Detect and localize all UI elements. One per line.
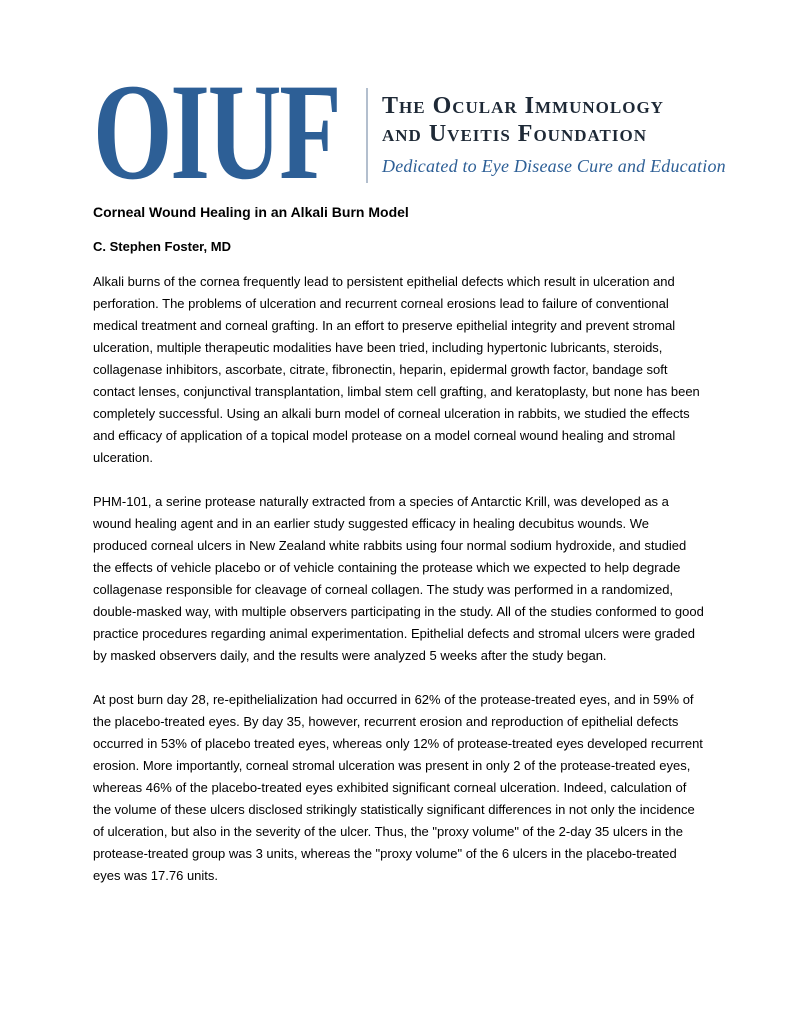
article xyxy=(93,204,705,909)
logo-name-block xyxy=(382,92,726,178)
paragraph-methods: PHM-101, a serine protease naturally extracted from a species of Antarctic Krill, was developed as a wound healing agent and in an earlier study suggested efficacy in healing decubitus wounds. We produced corneal ulcers in New Zealand white rabbits using four normal sodium hydroxide, and studied the effects of vehicle placebo or of vehicle containing the protease which we expected to help degrade collagenase responsible for cleavage of corneal collagen. The study was performed in a randomized, double-masked way, with multiple observers participating in the study. All of the studies conformed to good practice procedures regarding animal experimentation. Epithelial defects and stromal ulcers were graded by masked observers daily, and the results were analyzed 5 weeks after the study began. xyxy=(93,494,704,663)
logo-divider xyxy=(366,88,368,183)
paragraph-abstract-intro: Alkali burns of the cornea frequently lead to persistent epithelial defects which result in ulceration and perforation. The problems of ulceration and recurrent corneal erosions lead to failure of conventional medical treatment and corneal grafting. In an effort to preserve epithelial integrity and prevent stromal ulceration, multiple therapeutic modalities have been tried, including hypertonic lubricants, steroids, collagenase inhibitors, ascorbate, citrate, fibronectin, heparin, epidermal growth factor, bandage soft contact lenses, conjunctival transplantation, limbal stem cell grafting, and keratoplasty, but none has been completely successful. Using an alkali burn model of corneal ulceration in rabbits, we studied the effects and efficacy of application of a topical model protease on a model corneal wound healing and stromal ulceration. xyxy=(93,274,700,465)
logo-tagline: Dedicated to Eye Disease Cure and Education xyxy=(382,156,726,176)
paragraph-results: At post burn day 28, re-epithelialization had occurred in 62% of the protease-treated eyes, and in 59% of the placebo-treated eyes. By day 35, however, recurrent erosion and reproduction of epithelial defects occurred in 53% of placebo treated eyes, whereas only 12% of protease-treated eyes developed recurrent erosion. More importantly, corneal stromal ulceration was present in only 2 of the protease-treated eyes, whereas 46% of the placebo-treated eyes exhibited significant corneal ulceration. Indeed, calculation of the volume of these ulcers disclosed strikingly statistically significant differences in not only the incidence of ulceration, but also in the severity of the ulcer. Thus, the "proxy volume" of the 2-day 35 ulcers in the protease-treated group was 3 units, whereas the "proxy volume" of the 6 ulcers in the placebo-treated eyes was 17.76 units. xyxy=(93,692,703,883)
logo-acronym-text: OIUF xyxy=(93,55,340,208)
article-title: Corneal Wound Healing in an Alkali Burn Model xyxy=(93,204,409,220)
logo-name-line-1: The Ocular Immunology xyxy=(382,93,664,119)
article-author: C. Stephen Foster, MD xyxy=(93,239,231,254)
logo-name-line-2: and Uveitis Foundation xyxy=(382,121,647,147)
